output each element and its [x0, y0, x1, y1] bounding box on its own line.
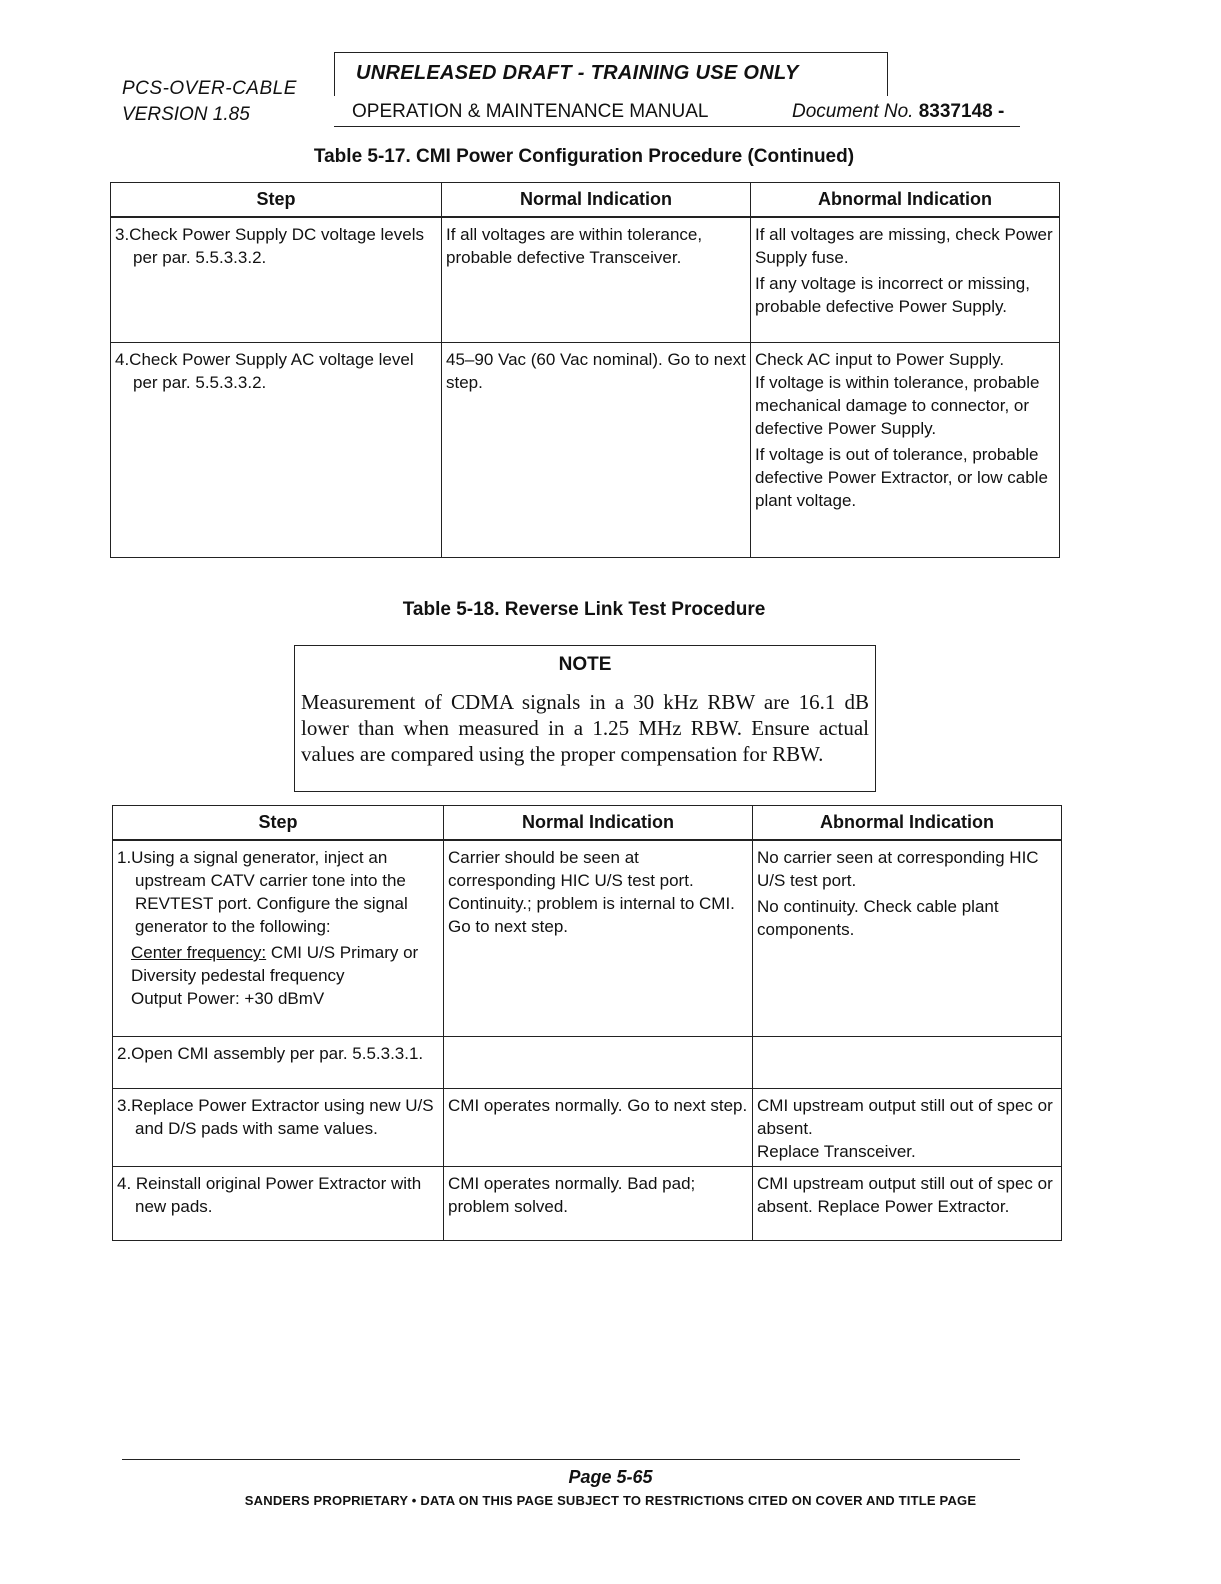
normal-cell	[444, 1166, 753, 1240]
step-text: 4. Reinstall original Power Extractor with new pads.	[117, 1173, 422, 1216]
table-row	[113, 840, 1062, 1036]
step-text: 3.Check Power Supply DC voltage levels per par. 5.5.3.3.2.	[115, 225, 424, 267]
abnormal-text: If any voltage is incorrect or missing, probable defective Power Supply.	[755, 274, 1030, 316]
step-cell	[113, 1088, 444, 1166]
abnormal-text: Replace Transceiver.	[757, 1141, 916, 1161]
table-row	[113, 1036, 1062, 1088]
note-box	[294, 645, 876, 792]
document-number	[792, 101, 1004, 123]
draft-banner: UNRELEASED DRAFT - TRAINING USE ONLY	[356, 62, 799, 84]
header-rule	[334, 126, 1020, 127]
abnormal-text: If voltage is within tolerance, probable mechanical damage to connector, or defective Power Supply.	[755, 372, 1040, 438]
document-number-value: 8337148 -	[918, 101, 1005, 122]
abnormal-cell	[753, 840, 1062, 1036]
step-cell	[113, 840, 444, 1036]
abnormal-cell	[753, 1088, 1062, 1166]
step-text: 4.Check Power Supply AC voltage level per par. 5.5.3.3.2.	[115, 349, 414, 392]
product-name: PCS-OVER-CABLE	[122, 78, 297, 99]
note-title: NOTE	[558, 654, 612, 675]
center-frequency-label: Center frequency:	[131, 943, 267, 962]
column-header-step: Step	[111, 183, 442, 218]
table-row	[111, 217, 1060, 342]
step-text: 2.Open CMI assembly per par. 5.5.3.3.1.	[117, 1043, 424, 1063]
center-frequency-value: CMI U/S Primary or Diversity pedestal frequency	[131, 943, 419, 985]
footer-rule	[122, 1459, 1020, 1460]
proprietary-notice: SANDERS PROPRIETARY • DATA ON THIS PAGE SUBJECT TO RESTRICTIONS CITED ON COVER AND TITLE PAGE	[244, 1493, 977, 1508]
step-text: 1.Using a signal generator, inject an upstream CATV carrier tone into the REVTEST port. Configure the signal generator to the following:	[117, 848, 408, 936]
document-number-label: Document No.	[792, 101, 914, 122]
normal-text: CMI operates normally. Go to next step.	[448, 1095, 748, 1115]
normal-text: If all voltages are within tolerance, probable defective Transceiver.	[446, 225, 703, 267]
note-text: Measurement of CDMA signals in a 30 kHz RBW are 16.1 dB lower than when measured in a 1.25 MHz RBW. Ensure actual values are compared using the proper compensation for RBW.	[301, 690, 869, 766]
column-header-step: Step	[113, 806, 444, 841]
abnormal-text: No continuity. Check cable plant components.	[757, 897, 999, 939]
column-header-normal: Normal Indication	[444, 806, 753, 841]
manual-title: OPERATION & MAINTENANCE MANUAL	[352, 101, 709, 122]
column-header-abnormal: Abnormal Indication	[751, 183, 1060, 218]
output-power-setting: Output Power: +30 dBmV	[131, 989, 325, 1008]
normal-cell	[444, 1036, 753, 1088]
version-label: VERSION 1.85	[122, 104, 250, 125]
normal-cell	[442, 217, 751, 342]
table-row	[113, 1166, 1062, 1240]
normal-text: Carrier should be seen at corresponding HIC U/S test port. Continuity.; problem is internal to CMI. Go to next step.	[448, 848, 735, 936]
normal-cell	[442, 342, 751, 557]
column-header-normal: Normal Indication	[442, 183, 751, 218]
page-number: Page 5-65	[568, 1467, 653, 1487]
center-frequency-setting	[117, 941, 440, 987]
abnormal-cell	[753, 1166, 1062, 1240]
step-cell	[111, 342, 442, 557]
abnormal-text: If voltage is out of tolerance, probable defective Power Extractor, or low cable plant voltage.	[755, 444, 1048, 510]
step-cell	[111, 217, 442, 342]
step-cell	[113, 1166, 444, 1240]
normal-cell	[444, 1088, 753, 1166]
abnormal-text: If all voltages are missing, check Power Supply fuse.	[755, 225, 1053, 267]
abnormal-text: CMI upstream output still out of spec or absent.	[757, 1095, 1053, 1138]
abnormal-cell	[751, 342, 1060, 557]
step-text: 3.Replace Power Extractor using new U/S and D/S pads with same values.	[117, 1095, 434, 1138]
abnormal-cell	[751, 217, 1060, 342]
abnormal-text: No carrier seen at corresponding HIC U/S test port.	[757, 848, 1039, 890]
step-cell	[113, 1036, 444, 1088]
table-5-18	[112, 805, 1062, 1241]
table-5-18-caption: Table 5-18. Reverse Link Test Procedure	[402, 599, 766, 620]
table-5-17	[110, 182, 1060, 558]
table-row	[113, 1088, 1062, 1166]
abnormal-cell	[753, 1036, 1062, 1088]
abnormal-text: CMI upstream output still out of spec or absent. Replace Power Extractor.	[757, 1173, 1053, 1216]
table-5-17-caption: Table 5-17. CMI Power Configuration Procedure (Continued)	[313, 146, 855, 167]
table-header-row	[111, 183, 1060, 218]
normal-cell	[444, 840, 753, 1036]
table-header-row	[113, 806, 1062, 841]
abnormal-text: Check AC input to Power Supply.	[755, 349, 1005, 369]
normal-text: CMI operates normally. Bad pad; problem solved.	[448, 1173, 696, 1216]
column-header-abnormal: Abnormal Indication	[753, 806, 1062, 841]
table-row	[111, 342, 1060, 557]
normal-text: 45–90 Vac (60 Vac nominal). Go to next step.	[446, 349, 746, 392]
